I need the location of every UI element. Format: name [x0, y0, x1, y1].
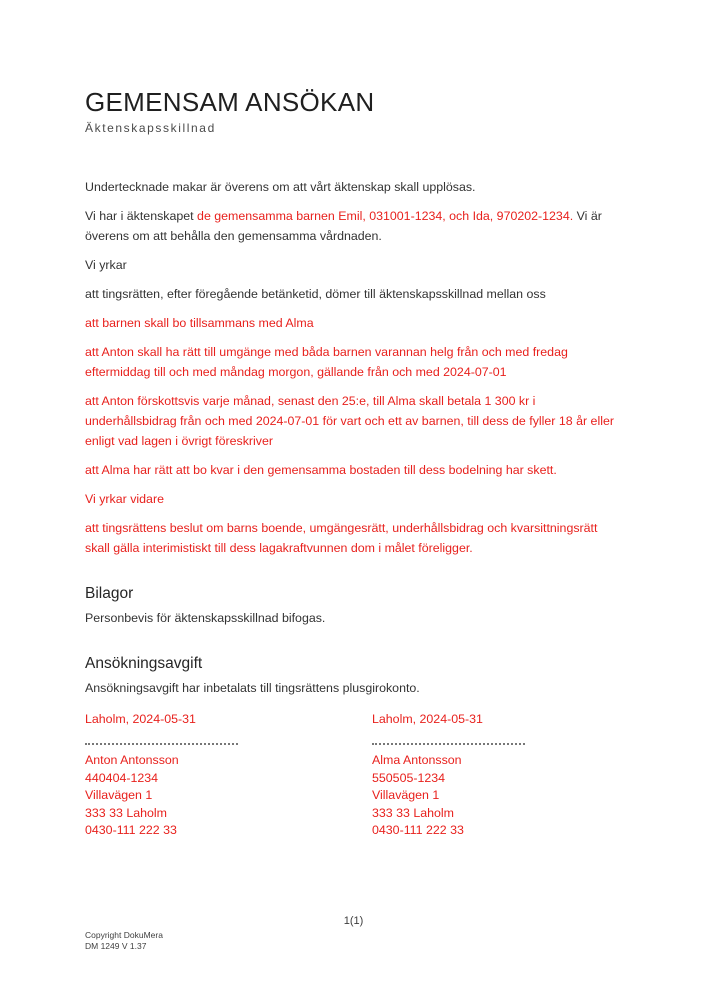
signature-details — [85, 752, 372, 840]
document-code: DM 1249 V 1.37 — [85, 941, 147, 951]
paragraph — [85, 313, 625, 333]
section-heading-ansokningsavgift: Ansökningsavgift — [85, 655, 203, 672]
signature-personal-number: 440404-1234 — [85, 770, 159, 785]
signature-phone: 0430-111 222 33 — [85, 823, 177, 837]
text-segment: att tingsrätten, efter föregående betänketid, dömer till äktenskapsskillnad mellan oss — [85, 287, 546, 301]
signature-phone: 0430-111 222 33 — [372, 823, 464, 837]
text-segment: Undertecknade makar är överens om att vårt äktenskap skall upplösas. — [85, 180, 476, 194]
copyright-line: Copyright DokuMera — [85, 930, 163, 940]
copyright-block — [85, 930, 163, 952]
text-segment: att barnen skall bo tillsammans med Alma — [85, 316, 314, 330]
text-segment: att Anton skall ha rätt till umgänge med båda barnen varannan helg från och med fredag eftermiddag till och med måndag morgon, gällande från och med 2024-07-01 — [85, 345, 568, 379]
text-segment: Vi yrkar vidare — [85, 492, 164, 506]
signature-name: Anton Antonsson — [85, 753, 179, 767]
paragraph — [85, 391, 625, 451]
document-content — [85, 88, 625, 840]
signature-postal-city: 333 33 Laholm — [372, 805, 454, 820]
paragraph — [85, 255, 625, 275]
signature-place-date: Laholm, 2024-05-31 — [85, 712, 196, 726]
paragraph — [85, 177, 625, 197]
text-segment: Vi har i äktenskapet — [85, 209, 198, 223]
text-segment: att Alma har rätt att bo kvar i den gemensamma bostaden till dess bodelning har skett. — [85, 463, 557, 477]
text-segment: att tingsrättens beslut om barns boende, umgängesrätt, underhållsbidrag och kvarsittningsrätt skall gälla interimistiskt till dess lagakraftvunnen dom i målet föreligger. — [85, 521, 598, 555]
paragraph — [85, 342, 625, 382]
signature-block-anton — [85, 709, 372, 840]
text-segment: att Anton förskottsvis varje månad, senast den 25:e, till Alma skall betala 1 300 kr i underhållsbidrag från och med 2024-07-01 för vart och ett av barnen, till dess de fyller 18 år eller enligt vad lagen i övrigt föreskriver — [85, 394, 614, 448]
signature-line — [85, 743, 238, 745]
paragraph — [85, 284, 625, 304]
text-segment: Vi är överens om att behålla den gemensamma vårdnaden. — [85, 209, 602, 243]
signature-area — [85, 709, 625, 840]
signature-personal-number: 550505-1234 — [372, 770, 446, 785]
paragraph — [85, 518, 625, 558]
section-heading-bilagor: Bilagor — [85, 585, 134, 602]
section-body-ansokningsavgift: Ansökningsavgift har inbetalats till tingsrättens plusgirokonto. — [85, 681, 420, 695]
signature-name: Alma Antonsson — [372, 753, 462, 767]
page-number: 1(1) — [343, 915, 364, 927]
paragraph — [85, 460, 625, 480]
signature-place-date: Laholm, 2024-05-31 — [372, 712, 483, 726]
paragraph — [85, 489, 625, 509]
signature-postal-city: 333 33 Laholm — [85, 805, 167, 820]
signature-line — [372, 743, 525, 745]
signature-street: Villavägen 1 — [372, 788, 440, 802]
text-segment: Vi yrkar — [85, 258, 127, 272]
section-body-bilagor: Personbevis för äktenskapsskillnad bifogas. — [85, 611, 326, 625]
signature-details — [372, 752, 625, 840]
page-subtitle: Äktenskapsskillnad — [85, 121, 216, 135]
document-body — [85, 177, 625, 840]
signature-street: Villavägen 1 — [85, 788, 153, 802]
paragraph — [85, 206, 625, 246]
signature-block-alma — [372, 709, 625, 840]
text-segment: de gemensamma barnen Emil, 031001-1234, och Ida, 970202-1234. — [197, 209, 574, 223]
page-title: GEMENSAM ANSÖKAN — [85, 87, 375, 117]
